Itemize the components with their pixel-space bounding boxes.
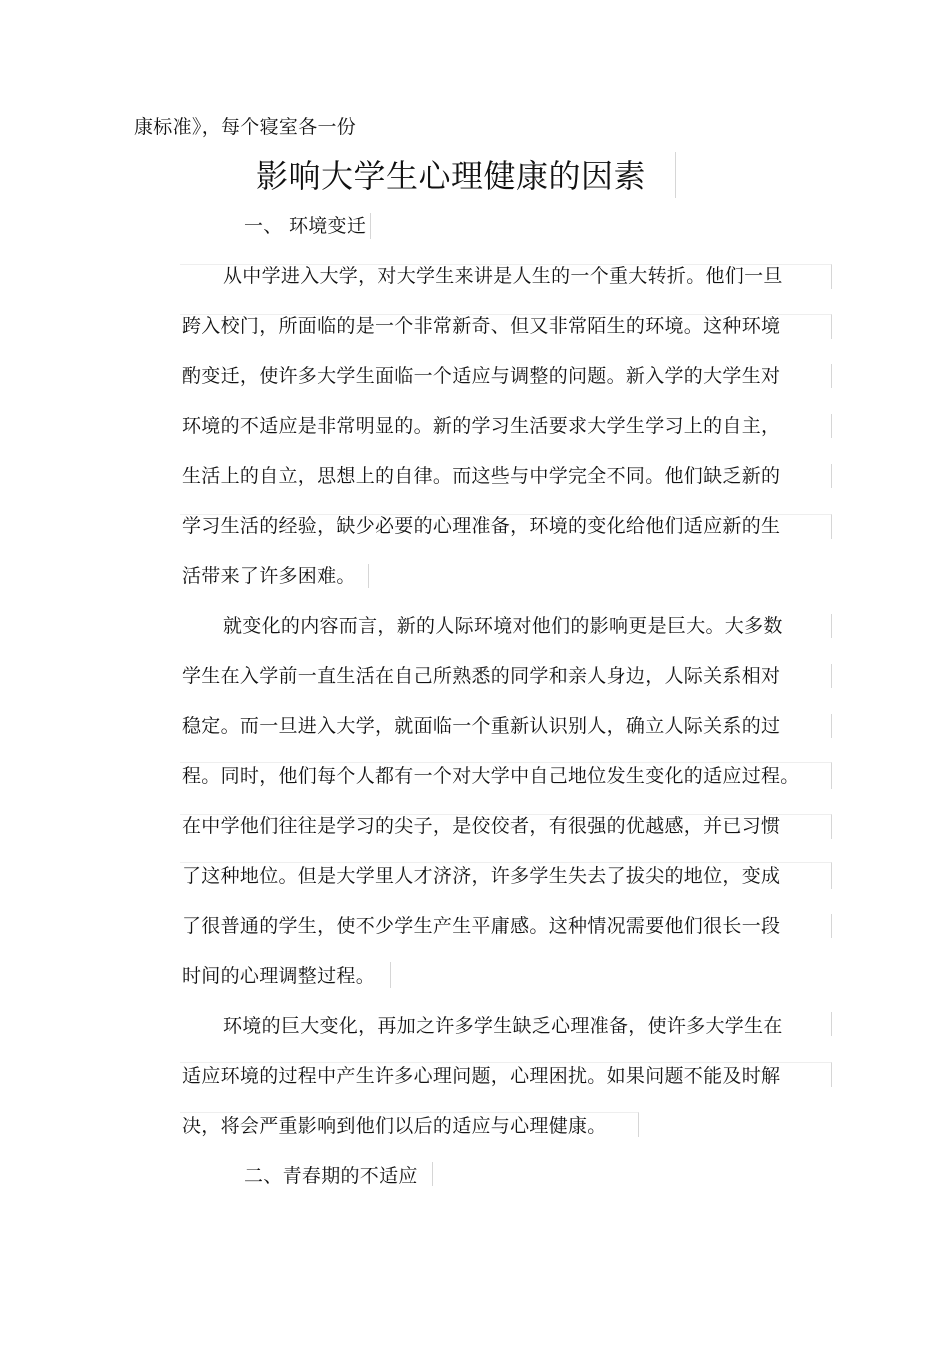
section-heading: 一、 环境变迁 bbox=[244, 215, 367, 237]
top-fragment: 康标准》，每个寝室各一份 bbox=[134, 116, 357, 138]
paragraph-line: 就变化的内容而言，新的人际环境对他们的影响更是巨大。大多数 bbox=[223, 615, 783, 637]
paragraph-line: 了很普通的学生，使不少学生产生平庸感。这种情况需要他们很长一段 bbox=[182, 915, 781, 937]
paragraph-line: 跨入校门，所面临的是一个非常新奇、但又非常陌生的环境。这种环境 bbox=[182, 315, 781, 337]
paragraph-line: 环境的巨大变化，再加之许多学生缺乏心理准备，使许多大学生在 bbox=[223, 1015, 783, 1037]
paragraph-line: 生活上的自立，思想上的自律。而这些与中学完全不同。他们缺乏新的 bbox=[182, 465, 781, 487]
paragraph-line: 酌变迁，使许多大学生面临一个适应与调整的问题。新入学的大学生对 bbox=[182, 365, 781, 387]
paragraph-line: 稳定。而一旦进入大学，就面临一个重新认识别人，确立人际关系的过 bbox=[182, 715, 781, 737]
paragraph-line: 环境的不适应是非常明显的。新的学习生活要求大学生学习上的自主， bbox=[182, 415, 781, 437]
paragraph-line: 决，将会严重影响到他们以后的适应与心理健康。 bbox=[182, 1115, 607, 1137]
page-title: 影响大学生心理健康的因素 bbox=[256, 157, 647, 195]
section-heading: 二、青春期的不适应 bbox=[244, 1165, 418, 1187]
paragraph-line: 程。同时，他们每个人都有一个对大学中自己地位发生变化的适应过程。 bbox=[182, 765, 800, 787]
paragraph-line: 学习生活的经验，缺少必要的心理准备，环境的变化给他们适应新的生 bbox=[182, 515, 781, 537]
paragraph-line: 在中学他们往往是学习的尖子，是佼佼者，有很强的优越感，并已习惯 bbox=[182, 815, 781, 837]
paragraph-line: 活带来了许多困难。 bbox=[182, 565, 356, 587]
paragraph-line: 了这种地位。但是大学里人才济济，许多学生失去了拔尖的地位，变成 bbox=[182, 865, 781, 887]
paragraph-line: 时间的心理调整过程。 bbox=[182, 965, 376, 987]
paragraph-line: 从中学进入大学，对大学生来讲是人生的一个重大转折。他们一旦 bbox=[223, 265, 783, 287]
paragraph-line: 学生在入学前一直生活在自己所熟悉的同学和亲人身边，人际关系相对 bbox=[182, 665, 781, 687]
paragraph-line: 适应环境的过程中产生许多心理问题，心理困扰。如果问题不能及时解 bbox=[182, 1065, 781, 1087]
